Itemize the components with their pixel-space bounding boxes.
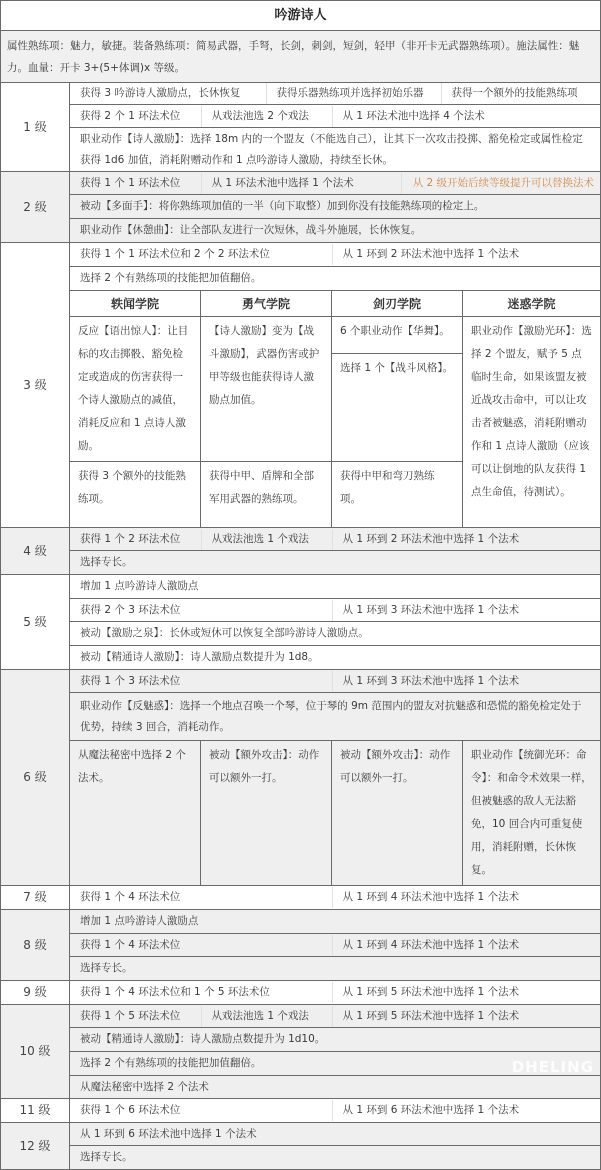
level-5-spell-slots: 获得 2 个 3 环法术位 [70, 600, 332, 621]
valour-extra-attack: 被动【额外攻击】：动作可以额外一打。 [201, 741, 332, 886]
level-1-feature: 获得一个额外的技能熟练项 [451, 87, 578, 99]
level-8-feat: 选择专长。 [70, 957, 601, 981]
level-10-magical-secrets: 从魔法秘密中选择 2 个法术 [70, 1076, 601, 1099]
level-9-label: 9 级 [1, 981, 70, 1005]
level-5-inspiration: 增加 1 点吟游诗人激励点 [70, 575, 601, 599]
valour-bonus-proficiencies: 获得中甲、盾牌和全部军用武器的熟练项。 [201, 462, 332, 528]
subclass-header-glamour: 迷惑学院 [463, 291, 601, 317]
level-9-row-1 [70, 981, 601, 1005]
lore-cutting-words: 反应【语出惊人】：让目标的攻击掷骰、豁免检定或造成的伤害获得一个诗人激励点的减值，消耗反应和 1 点诗人激励。 [70, 317, 201, 462]
level-2-spell-slot: 获得 1 个 1 环法术位 [70, 173, 201, 194]
swords-bonus-proficiencies: 获得中甲和弯刀熟练项。 [332, 462, 463, 528]
level-1-row-1 [70, 83, 601, 105]
level-6-row-1 [70, 670, 601, 693]
level-10-bardic-inspiration-d10: 被动【精通诗人激励】：诗人激励点数提升为 1d10。 [70, 1028, 601, 1052]
level-10-label: 10 级 [1, 1005, 70, 1099]
level-1-label: 1 级 [1, 83, 70, 172]
level-3-expertise: 选择 2 个有熟练项的技能把加值翻倍。 [70, 267, 601, 291]
level-4-spell-slot: 获得 1 个 2 环法术位 [70, 529, 201, 550]
level-7-spell-slot: 获得 1 个 4 环法术位 [70, 887, 332, 908]
lore-bonus-proficiencies: 获得 3 个额外的技能熟练项。 [70, 462, 201, 528]
swords-flourish: 6 个职业动作【华舞】。 [332, 317, 463, 354]
level-8-spell: 从 1 环到 4 环法术池中选择 1 个法术 [342, 938, 520, 951]
level-1-spells: 从 1 环法术池中选择 4 个法术 [342, 109, 485, 122]
level-7-label: 7 级 [1, 886, 70, 910]
glamour-mantle-of-inspiration: 职业动作【激励光环】：选择 2 个盟友，赋予 5 点临时生命，如果该盟友被近战攻击命中，可以让攻击者被魅惑，消耗附赠动作和 1 点诗人激励（应该可以让倒地的队友获得 1 点生命值，待测试）。 [463, 317, 601, 528]
swords-fighting-style: 选择 1 个【战斗风格】。 [332, 353, 463, 461]
level-6-spell-slot: 获得 1 个 3 环法术位 [70, 671, 332, 692]
level-8-spell-slot: 获得 1 个 4 环法术位 [70, 935, 332, 956]
level-5-spell: 从 1 环到 3 环法术池中选择 1 个法术 [342, 603, 520, 616]
level-12-label: 12 级 [1, 1123, 70, 1170]
level-8-label: 8 级 [1, 910, 70, 981]
level-2-song-of-rest: 职业动作【休憩曲】：让全部队友进行一次短休，战斗外施展，长休恢复。 [70, 219, 601, 243]
level-11-row-1 [70, 1099, 601, 1123]
level-4-label: 4 级 [1, 528, 70, 575]
valour-combat-inspiration: 【诗人激励】变为【战斗激励】，武器伤害或护甲等级也能获得诗人激励点加值。 [201, 317, 332, 462]
level-4-spell: 从 1 环到 2 环法术池中选择 1 个法术 [342, 532, 520, 545]
level-6-countercharm: 职业动作【反魅惑】：选择一个地点召唤一个琴，位于琴的 9m 范围内的盟友对抗魅惑和恐慌的豁免检定处于优势，持续 3 回合，消耗动作。 [70, 693, 601, 741]
level-4-cantrip: 从戏法池选 1 个戏法 [201, 529, 332, 550]
subclass-header-valour: 勇气学院 [201, 291, 332, 317]
subclass-header-swords: 剑刃学院 [332, 291, 463, 317]
level-10-expertise: 选择 2 个有熟练项的技能把加值翻倍。 [70, 1052, 601, 1076]
level-5-font-of-inspiration: 被动【激励之泉】：长休或短休可以恢复全部吟游诗人激励点。 [70, 622, 601, 646]
level-9-spell-slots: 获得 1 个 4 环法术位和 1 个 5 环法术位 [70, 982, 332, 1003]
level-10-spell-slot: 获得 1 个 5 环法术位 [70, 1006, 201, 1027]
level-5-bardic-inspiration-d8: 被动【精通诗人激励】：诗人激励点数提升为 1d8。 [70, 646, 601, 670]
level-8-row-2 [70, 934, 601, 957]
level-2-spell: 从 1 环法术池中选择 1 个法术 [201, 173, 401, 194]
level-3-label: 3 级 [1, 243, 70, 528]
level-11-spell: 从 1 环到 6 环法术池中选择 1 个法术 [342, 1104, 520, 1116]
subclass-header-lore: 轶闻学院 [70, 291, 201, 317]
level-12-feat: 选择专长。 [70, 1146, 601, 1170]
level-1-feature: 获得 3 吟游诗人激励点，长休恢复 [70, 83, 266, 104]
page-title: 吟游诗人 [1, 1, 601, 31]
level-8-inspiration: 增加 1 点吟游诗人激励点 [70, 910, 601, 934]
level-5-row-2 [70, 599, 601, 622]
level-1-spell-slots: 获得 2 个 1 环法术位 [70, 106, 201, 127]
level-3-spell-slots: 获得 1 个 1 环法术位和 2 个 2 环法术位 [70, 244, 332, 265]
level-2-jack-of-all-trades: 被动【多面手】：将你熟练项加值的一半（向下取整）加到你没有技能熟练项的检定上。 [70, 195, 601, 219]
level-9-spell: 从 1 环到 5 环法术池中选择 1 个法术 [342, 986, 520, 998]
level-6-spell: 从 1 环到 3 环法术池中选择 1 个法术 [342, 674, 520, 687]
level-2-label: 2 级 [1, 172, 70, 243]
level-1-cantrips: 从戏法池选 2 个戏法 [201, 106, 332, 127]
level-2-replace-note: 从 2 级开始后续等级提升可以替换法术 [412, 176, 595, 189]
glamour-mantle-of-majesty: 职业动作【统御光环：命令】：和命令术效果一样，但被魅惑的敌人无法豁免，10 回合内可重复使用，消耗附赠，长休恢复。 [463, 741, 601, 886]
lore-magical-secrets: 从魔法秘密中选择 2 个法术。 [70, 741, 201, 886]
level-10-spell: 从 1 环到 5 环法术池中选择 1 个法术 [342, 1009, 520, 1022]
level-10-cantrip: 从戏法池选 1 个戏法 [201, 1006, 332, 1027]
level-4-row-1 [70, 528, 601, 551]
level-4-feat: 选择专长。 [70, 551, 601, 575]
class-intro: 属性熟练项：魅力，敏捷。装备熟练项：简易武器，手弩，长剑，刺剑，短剑，轻甲（非开卡无武器熟练项）。施法属性：魅力。血量：开卡 3+(5+体调)x 等级。 [1, 31, 601, 83]
level-1-row-2 [70, 105, 601, 128]
level-3-spell: 从 1 环到 2 环法术池中选择 1 个法术 [342, 248, 520, 260]
watermark: DHELING [511, 1058, 594, 1076]
level-10-row-1 [70, 1005, 601, 1028]
level-3-row-1 [70, 243, 601, 267]
level-11-spell-slot: 获得 1 个 6 环法术位 [70, 1100, 332, 1121]
level-6-label: 6 级 [1, 670, 70, 886]
level-5-label: 5 级 [1, 575, 70, 670]
level-7-spell: 从 1 环到 4 环法术池中选择 1 个法术 [342, 891, 520, 903]
swords-extra-attack: 被动【额外攻击】：动作可以额外一打。 [332, 741, 463, 886]
level-1-bardic-inspiration: 职业动作【诗人激励】：选择 18m 内的一个盟友（不能选自己），让其下一次攻击投掷、豁免检定或属性检定获得 1d6 加值，消耗附赠动作和 1 点吟游诗人激励，持续至长休。 [70, 128, 601, 172]
level-2-row-1 [70, 172, 601, 195]
level-7-row-1 [70, 886, 601, 910]
level-12-spell: 从 1 环到 6 环法术池中选择 1 个法术 [70, 1123, 601, 1146]
level-11-label: 11 级 [1, 1099, 70, 1123]
level-1-feature: 获得乐器熟练项并选择初始乐器 [266, 83, 441, 104]
